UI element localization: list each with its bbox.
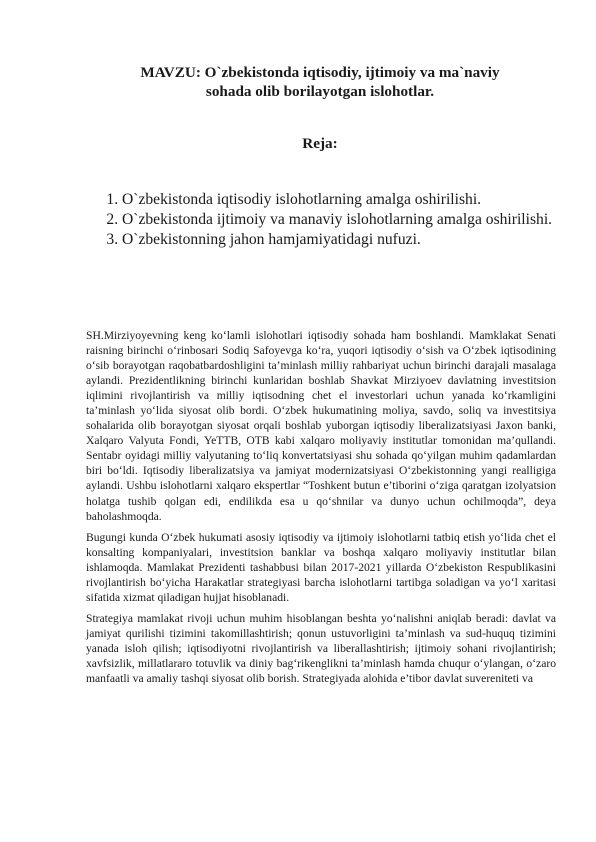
plan-item-3: 3. O`zbekistonning jahon hamjamiyatidagi nufuzi. — [122, 230, 562, 250]
topic-title-line1: O`zbekistonda iqtisodiy, ijtimoiy va ma`naviy — [204, 64, 500, 81]
topic-title — [70, 63, 570, 101]
paragraph-3: Strategiya mamlakat rivoji uchun muhim hisoblangan beshta yo‘nalishni aniqlab beradi: davlat va jamiyat qurilishi tizimini takomillashtirish; qonun ustuvorligini ta’minlash va sud-huquq tizimini yanada isloh qilish; iqtisodiyotni rivojlantirish va liberallashtirish; ijtimoiy sohani rivojlantirish; xavfsizlik, millatlararo totuvlik va diniy bag‘rikenglikni ta’minlash hamda chuqur o‘ylangan, o‘zaro manfaatli va amaliy tashqi siyosat olib borish. Strategiyada alohida e’tibor davlat suvereniteti va — [86, 611, 556, 686]
paragraph-2: Bugungi kunda O‘zbek hukumati asosiy iqtisodiy va ijtimoiy islohotlarni tatbiq etish yo‘lida chet el konsalting kompaniyalari, investitsion banklar va boshqa xalqaro moliyaviy institutlar bilan ishlamoqda. Mamlakat Prezidenti tashabbusi bilan 2017-2021 yillarda O‘zbekiston Respublikasini rivojlantirish bo‘yicha Harakatlar strategiyasi barcha islohotlarni tartibga soladigan va yo‘l xaritasi sifatida xizmat qiladigan hujjat hisoblanadi. — [86, 530, 556, 604]
plan-item-2: 2. O`zbekistonda ijtimoiy va manaviy islohotlarning amalga oshirilishi. — [122, 210, 562, 230]
topic-title-line2: sohada olib borilayotgan islohotlar. — [205, 83, 435, 100]
paragraph-1: SH.Mirziyoyevning keng ko‘lamli islohotlari iqtisodiy sohada ham boshlandi. Mamklakat Senati raisning birinchi o‘rinbosari Sodiq Safoyevga ko‘ra, yuqori iqtisodiy o‘sish va O‘zbek iqtisodining o‘sib borayotgan raqobatbardoshligini ta’minlash milliy rahbariyat uchun birinchi darajali masalaga aylandi. Prezidentlikning birinchi kunlaridan boshlab Shavkat Mirziyoev davlatning investitsion iqlimini rivojlantirish va milliy iqtisodning chet el investorlari uchun yanada ko‘rkamligini ta’minlash yo‘lida siyosat olib bordi. O‘zbek hukumatining moliya, savdo, soliq va investitsiya sohalarida olib borayotgan siyosat orqali boshlab yuborgan iqtisodiy liberalizatsiyasi Jaxon banki, Xalqaro Valyuta Fondi, YeTTB, OTB kabi xalqaro moliyaviy institutlar tomonidan ma’qullandi. Sentabr oyidagi milliy valyutaning to‘liq konvertatsiyasi shu sohada qo‘yilgan muhim qadamlardan biri bo‘ldi. Iqtisodiy liberalizatsiya va jamiyat modernizatsiyasi O‘zbekistonning yangi realligiga aylandi. Ushbu islohotlarni xalqaro ekspertlar “Toshkent butun e’tiborini o‘ziga qaratgan izolyatsion holatga tushib qolgan edi, endilikda esa u qo‘shnilar va dunyo uchun ochilmoqda”, deya baholashmoqda. — [86, 329, 556, 523]
body-text — [86, 328, 556, 692]
plan-heading: Reja: — [302, 135, 338, 152]
plan-item-1: 1. O`zbekistonda iqtisodiy islohotlarning amalga oshirilishi. — [122, 190, 562, 210]
plan-list — [106, 190, 562, 249]
topic-prefix: MAVZU: — [140, 64, 201, 81]
